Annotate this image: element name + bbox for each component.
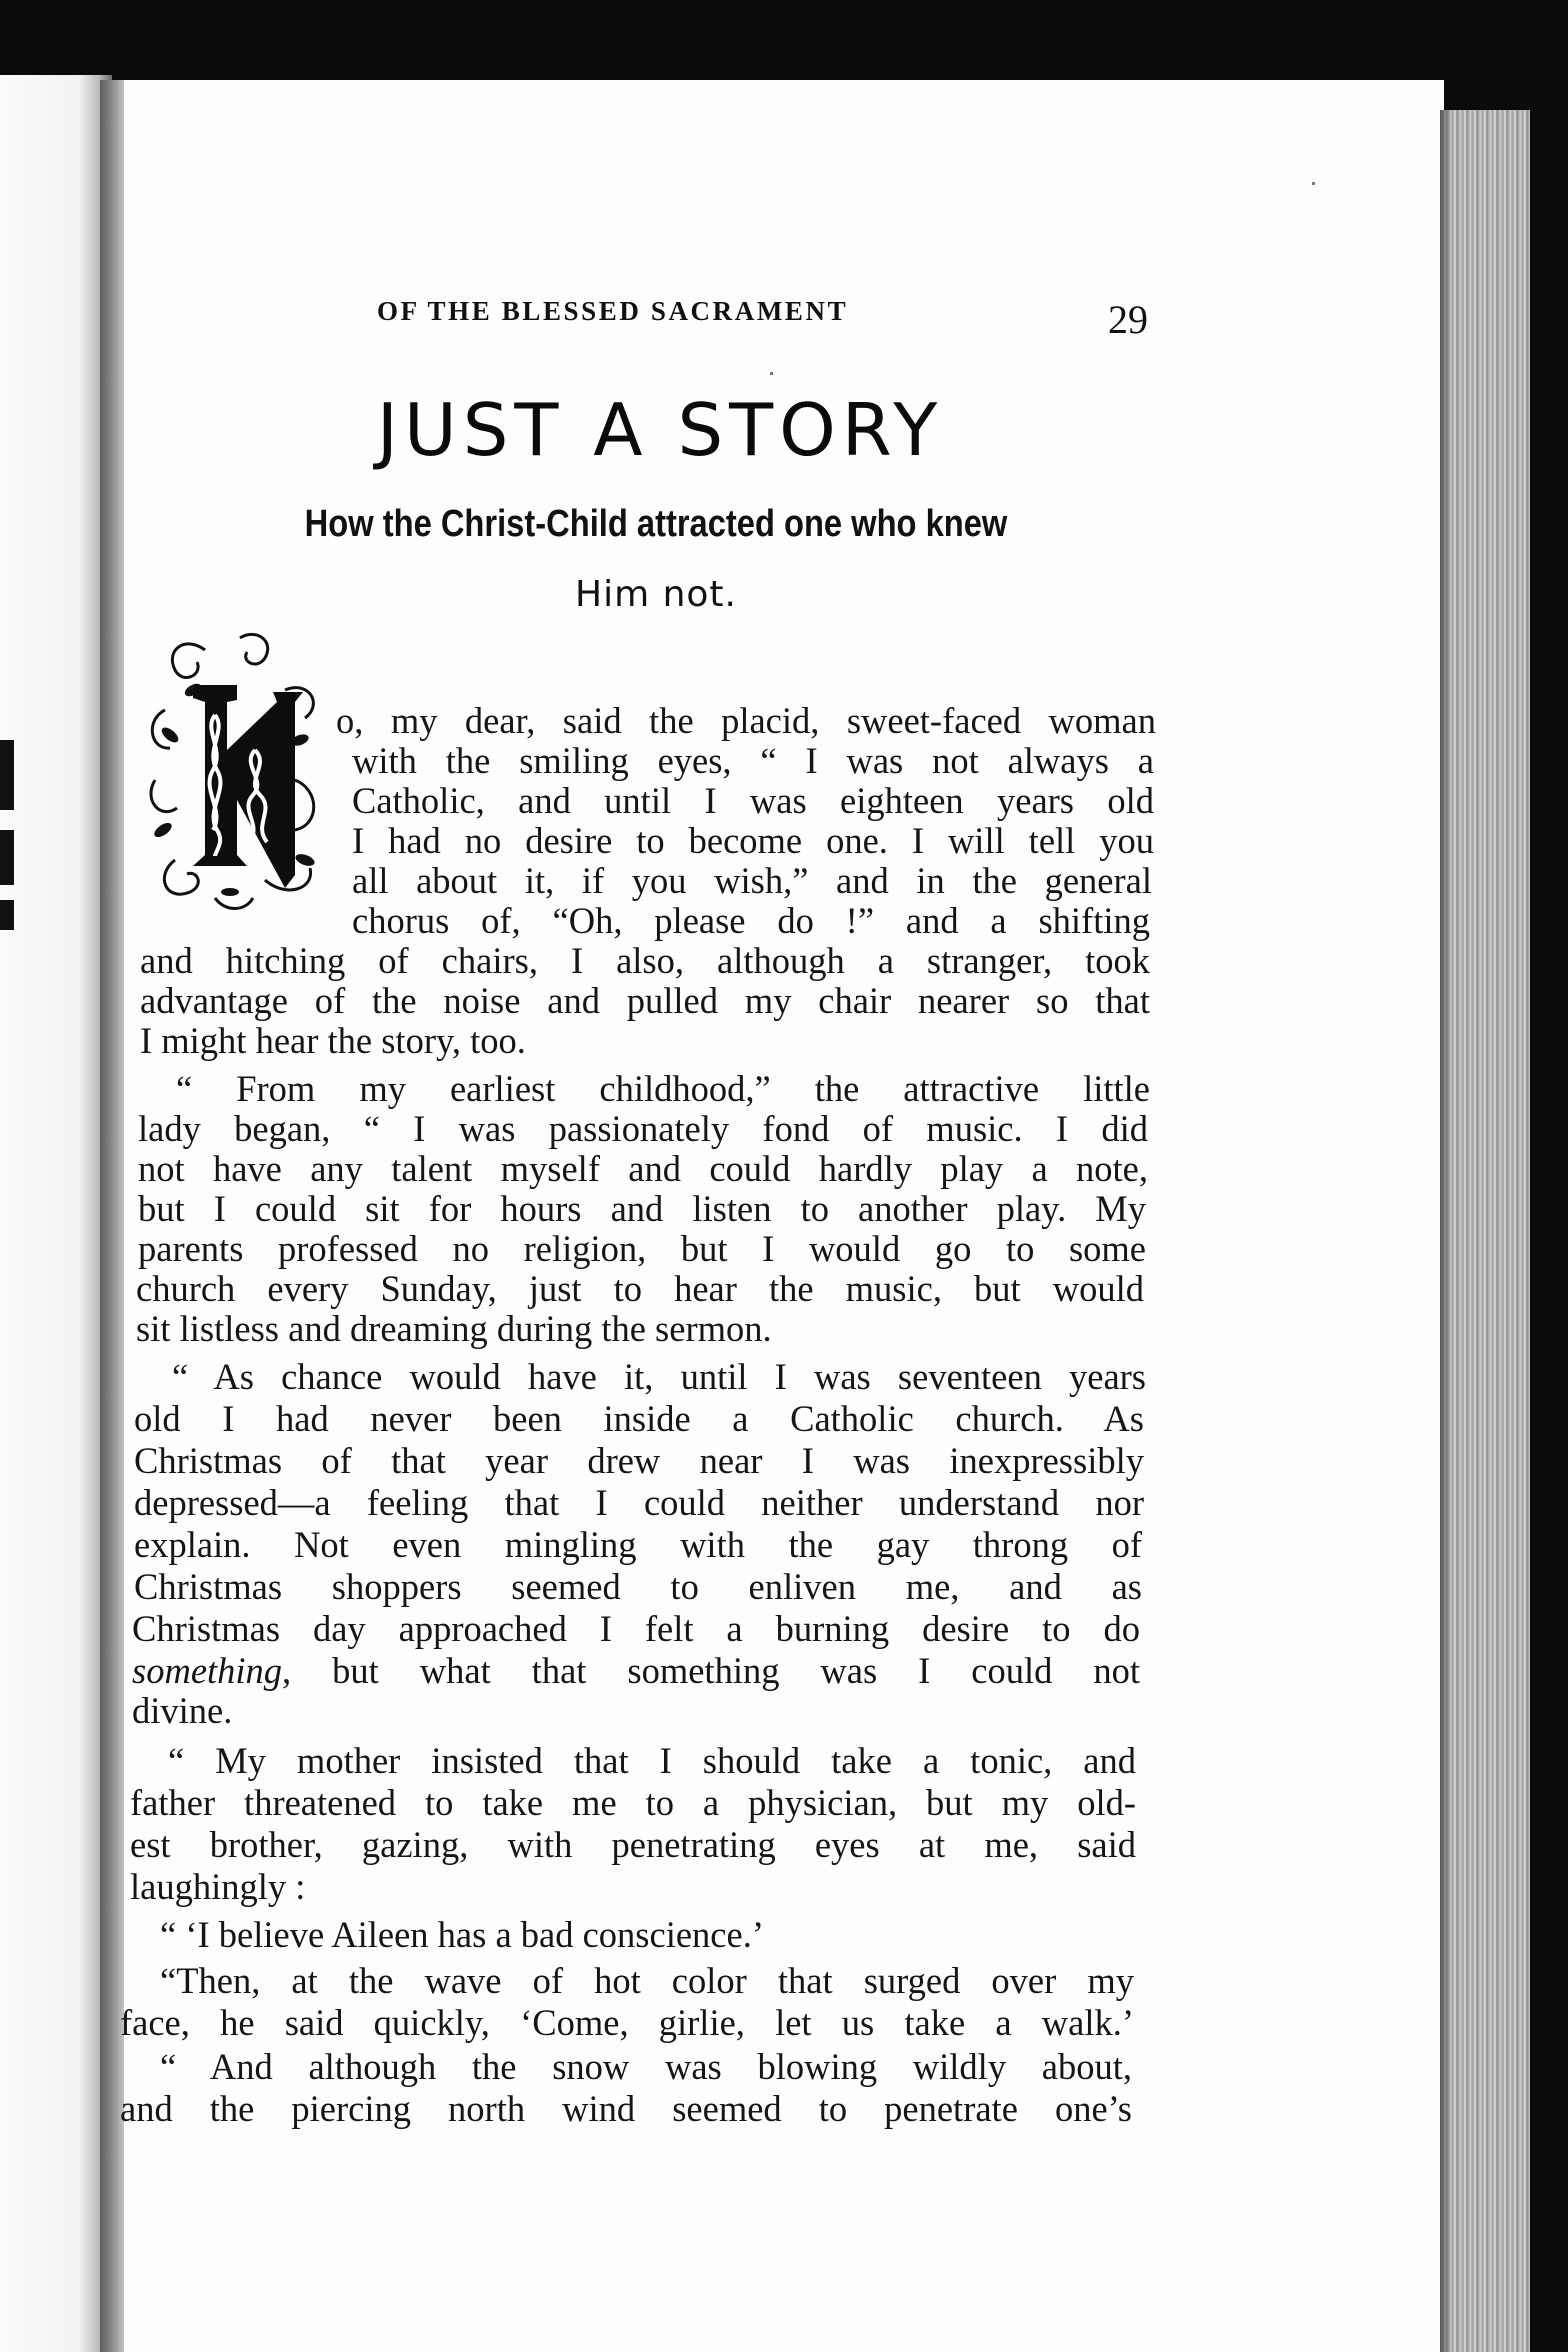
text-line-11: lady began, “ I was passionately fond of music. I did — [138, 1108, 1148, 1149]
text-line-7: and hitching of chairs, I also, although a stranger, took — [140, 940, 1150, 981]
text-line-1: o, my dear, said the placid, sweet-faced woman — [336, 700, 1156, 741]
text-line-30: “ ‘I believe Aileen has a bad conscience.’ — [160, 1914, 764, 1955]
text-line-2: with the smiling eyes, “ I was not always a — [352, 740, 1154, 781]
text-line-6: chorus of, “Oh, please do !” and a shifting — [352, 900, 1150, 941]
text-line-33: “ And although the snow was blowing wildly about, — [160, 2046, 1132, 2087]
text-line-23: Christmas day approached I felt a burning desire to do — [132, 1608, 1140, 1649]
text-line-21: explain. Not even mingling with the gay throng of — [134, 1524, 1142, 1565]
subtitle-line-2: Him not. — [575, 574, 737, 615]
text-line-5: all about it, if you wish,” and in the general — [352, 860, 1152, 901]
text-line-34: and the piercing north wind seemed to penetrate one’s — [120, 2088, 1132, 2129]
text-line-14: parents professed no religion, but I would go to some — [138, 1228, 1146, 1269]
facing-page-edge — [0, 75, 112, 2352]
running-head: OF THE BLESSED SACRAMENT — [377, 296, 849, 326]
story-title: JUST A STORY — [376, 388, 944, 472]
text-line-3: Catholic, and until I was eighteen years old — [352, 780, 1154, 821]
text-line-28: est brother, gazing, with penetrating eyes at me, said — [130, 1824, 1136, 1865]
text-line-27: father threatened to take me to a physician, but my old- — [130, 1782, 1136, 1823]
pencil-mark — [1312, 182, 1315, 185]
text-line-17: “ As chance would have it, until I was seventeen years — [172, 1356, 1146, 1397]
text-line-8: advantage of the noise and pulled my chair nearer so that — [140, 980, 1150, 1021]
text-line-31: “Then, at the wave of hot color that surged over my — [160, 1960, 1134, 2001]
text-line-16: sit listless and dreaming during the sermon. — [136, 1308, 772, 1349]
text-line-19: Christmas of that year drew near I was inexpressibly — [134, 1440, 1144, 1481]
facing-page-text-fragment — [0, 740, 14, 810]
pencil-mark — [770, 372, 773, 375]
page-edge-shadow — [1440, 110, 1452, 2352]
page-stack-edge — [1440, 110, 1530, 2352]
subtitle-line-1: How the Christ-Child attracted one who knew — [304, 503, 1008, 545]
text-line-4: I had no desire to become one. I will tell you — [352, 820, 1154, 861]
text-line-13: but I could sit for hours and listen to another play. My — [138, 1188, 1146, 1229]
italic-word: something — [132, 1650, 283, 1691]
text-line-22: Christmas shoppers seemed to enliven me, and as — [134, 1566, 1142, 1607]
text-line-18: old I had never been inside a Catholic church. As — [134, 1398, 1144, 1439]
text-line-10: “ From my earliest childhood,” the attractive little — [176, 1068, 1150, 1109]
text-line-29: laughingly : — [130, 1866, 306, 1907]
text-line-12: not have any talent myself and could hardly play a note, — [138, 1148, 1148, 1189]
text-line-24: something, but what that something was I could not — [132, 1650, 1140, 1691]
text-line-15: church every Sunday, just to hear the music, but would — [136, 1268, 1144, 1309]
text-line-32: face, he said quickly, ‘Come, girlie, let us take a walk.’ — [120, 2002, 1134, 2043]
page-number: 29 — [1108, 297, 1148, 342]
facing-page-text-fragment — [0, 900, 14, 930]
facing-page-text-fragment — [0, 830, 14, 885]
text-line-26: “ My mother insisted that I should take a tonic, and — [168, 1740, 1136, 1781]
text-line-9: I might hear the story, too. — [140, 1020, 526, 1061]
text-line-25: divine. — [132, 1690, 233, 1731]
ornamental-drop-cap — [145, 630, 330, 915]
text-line-20: depressed—a feeling that I could neither understand nor — [134, 1482, 1144, 1523]
